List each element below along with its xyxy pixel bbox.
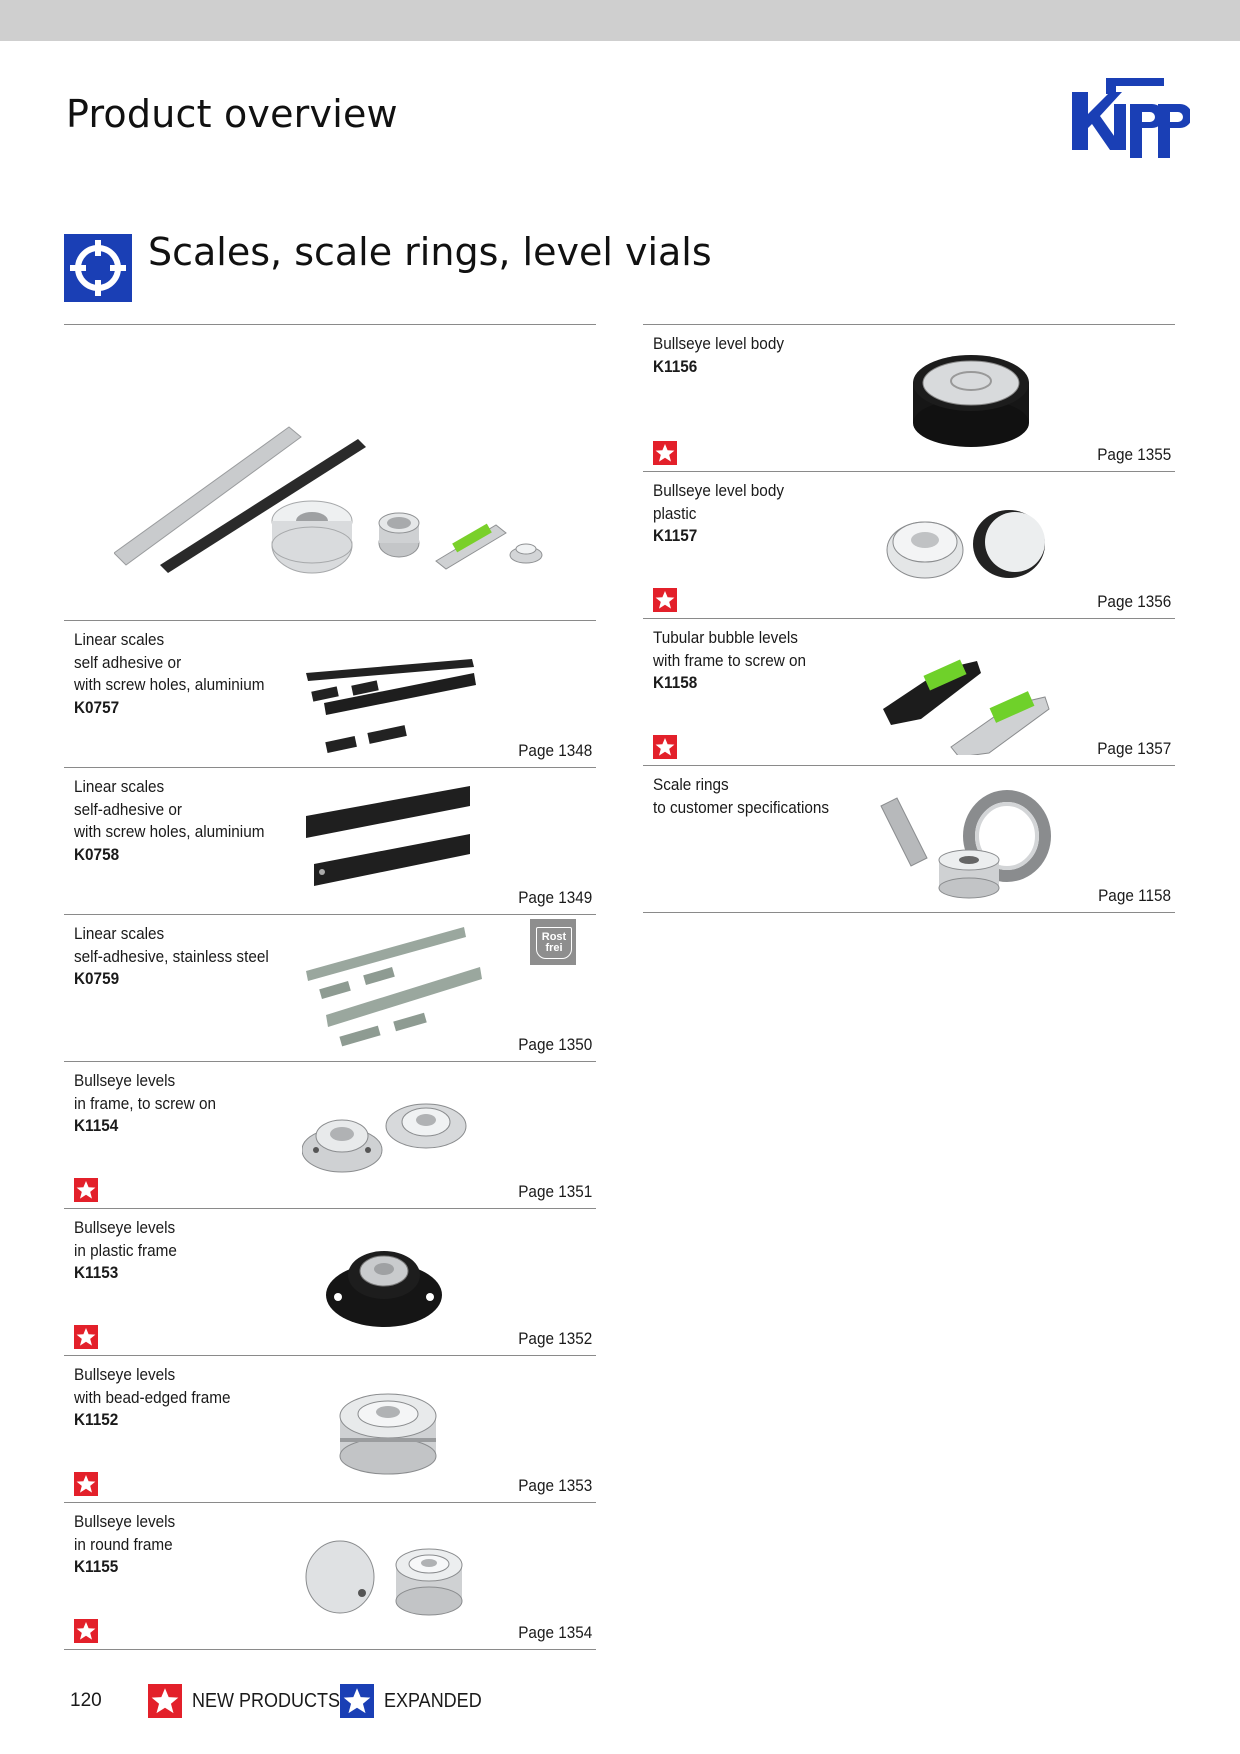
page-number: 120 — [70, 1690, 102, 1711]
left-column — [64, 324, 596, 1650]
stainless-badge: Rost frei — [530, 919, 576, 965]
product-cell-k1155[interactable] — [64, 1502, 596, 1650]
page-title: Product overview — [66, 92, 398, 136]
new-product-star-icon — [653, 441, 677, 465]
product-code: K1152 — [74, 1410, 119, 1429]
page-reference[interactable]: Page 1350 — [517, 1035, 592, 1054]
new-product-star-icon — [74, 1619, 98, 1643]
product-cell-k1153[interactable] — [64, 1208, 596, 1355]
page-reference[interactable]: Page 1356 — [1096, 592, 1171, 611]
product-description: Bullseye levels in round frame K1155 — [74, 1511, 175, 1579]
new-product-star-icon — [74, 1472, 98, 1496]
product-cell-scale-rings[interactable] — [643, 765, 1175, 913]
scale-ring-image — [879, 786, 1055, 906]
product-description: Linear scales self adhesive or with screw holes, aluminium K0757 — [74, 629, 264, 719]
section-title: Scales, scale rings, level vials — [148, 230, 712, 274]
legend-new-star-icon — [148, 1684, 182, 1718]
product-code: K0759 — [74, 969, 120, 988]
product-group-image — [114, 425, 554, 575]
new-product-star-icon — [74, 1325, 98, 1349]
product-cell-k1157[interactable] — [643, 471, 1175, 618]
bullseye-level-body-image — [911, 349, 1031, 451]
product-code: K1155 — [74, 1557, 119, 1576]
page-reference[interactable]: Page 1354 — [517, 1623, 592, 1642]
page-reference[interactable]: Page 1357 — [1096, 739, 1171, 758]
page-reference[interactable]: Page 1353 — [517, 1476, 592, 1495]
product-code: K1156 — [653, 356, 698, 376]
product-description: Bullseye levels with bead-edged frame K1152 — [74, 1364, 231, 1432]
product-code: K1157 — [653, 526, 698, 545]
new-product-star-icon — [653, 588, 677, 612]
product-description: Scale rings to customer specifications — [653, 775, 830, 817]
stainless-scale-strips-image — [304, 927, 494, 1047]
product-code: K1153 — [74, 1263, 119, 1282]
product-cell-k0758[interactable] — [64, 767, 596, 914]
page-reference[interactable]: Page 1349 — [517, 888, 592, 907]
product-description: Bullseye levels in plastic frame K1153 — [74, 1217, 177, 1285]
legend-expanded-star-icon — [340, 1684, 374, 1718]
hero-image — [64, 324, 596, 620]
new-product-star-icon — [74, 1178, 98, 1202]
legend-expanded-label: EXPANDED — [384, 1690, 482, 1712]
product-description: Bullseye level body plastic K1157 — [653, 480, 784, 548]
section-target-icon — [64, 234, 132, 302]
bullseye-level-frame-image — [302, 1096, 482, 1186]
top-bar — [0, 0, 1240, 41]
page-reference[interactable]: Page 1158 — [1098, 886, 1171, 905]
linear-scale-bars-image — [304, 782, 484, 892]
product-description: Linear scales self-adhesive, stainless steel K0759 — [74, 923, 269, 991]
product-description: Linear scales self-adhesive or with screw holes, aluminium K0758 — [74, 776, 264, 866]
product-cell-k1154[interactable] — [64, 1061, 596, 1208]
legend-new-label: NEW PRODUCTS — [192, 1690, 341, 1712]
page-reference[interactable]: Page 1355 — [1096, 445, 1171, 464]
product-code: K0758 — [74, 844, 120, 864]
product-code: K1158 — [653, 673, 698, 692]
product-description: Bullseye level body K1156 — [653, 333, 784, 378]
product-cell-k1158[interactable] — [643, 618, 1175, 765]
page-reference[interactable]: Page 1351 — [517, 1182, 592, 1201]
product-cell-k0759[interactable] — [64, 914, 596, 1061]
product-code: K1154 — [74, 1116, 119, 1135]
bullseye-level-plastic-image — [324, 1235, 450, 1331]
linear-scale-strips-image — [304, 659, 494, 755]
kipp-logo[interactable] — [1068, 74, 1190, 166]
bullseye-level-bead-image — [336, 1386, 440, 1478]
tubular-bubble-level-image — [881, 639, 1053, 755]
bullseye-level-body-plastic-image — [883, 504, 1053, 584]
bullseye-level-round-image — [300, 1527, 470, 1627]
product-description: Bullseye levels in frame, to screw on K1154 — [74, 1070, 216, 1138]
product-cell-k1156[interactable] — [643, 324, 1175, 471]
product-cell-k1152[interactable] — [64, 1355, 596, 1502]
new-product-star-icon — [653, 735, 677, 759]
page-reference[interactable]: Page 1348 — [517, 741, 592, 760]
right-column — [643, 324, 1175, 913]
product-code: K0757 — [74, 697, 120, 717]
product-cell-k0757[interactable] — [64, 620, 596, 767]
product-description: Tubular bubble levels with frame to screw on K1158 — [653, 627, 806, 695]
page-reference[interactable]: Page 1352 — [517, 1329, 592, 1348]
